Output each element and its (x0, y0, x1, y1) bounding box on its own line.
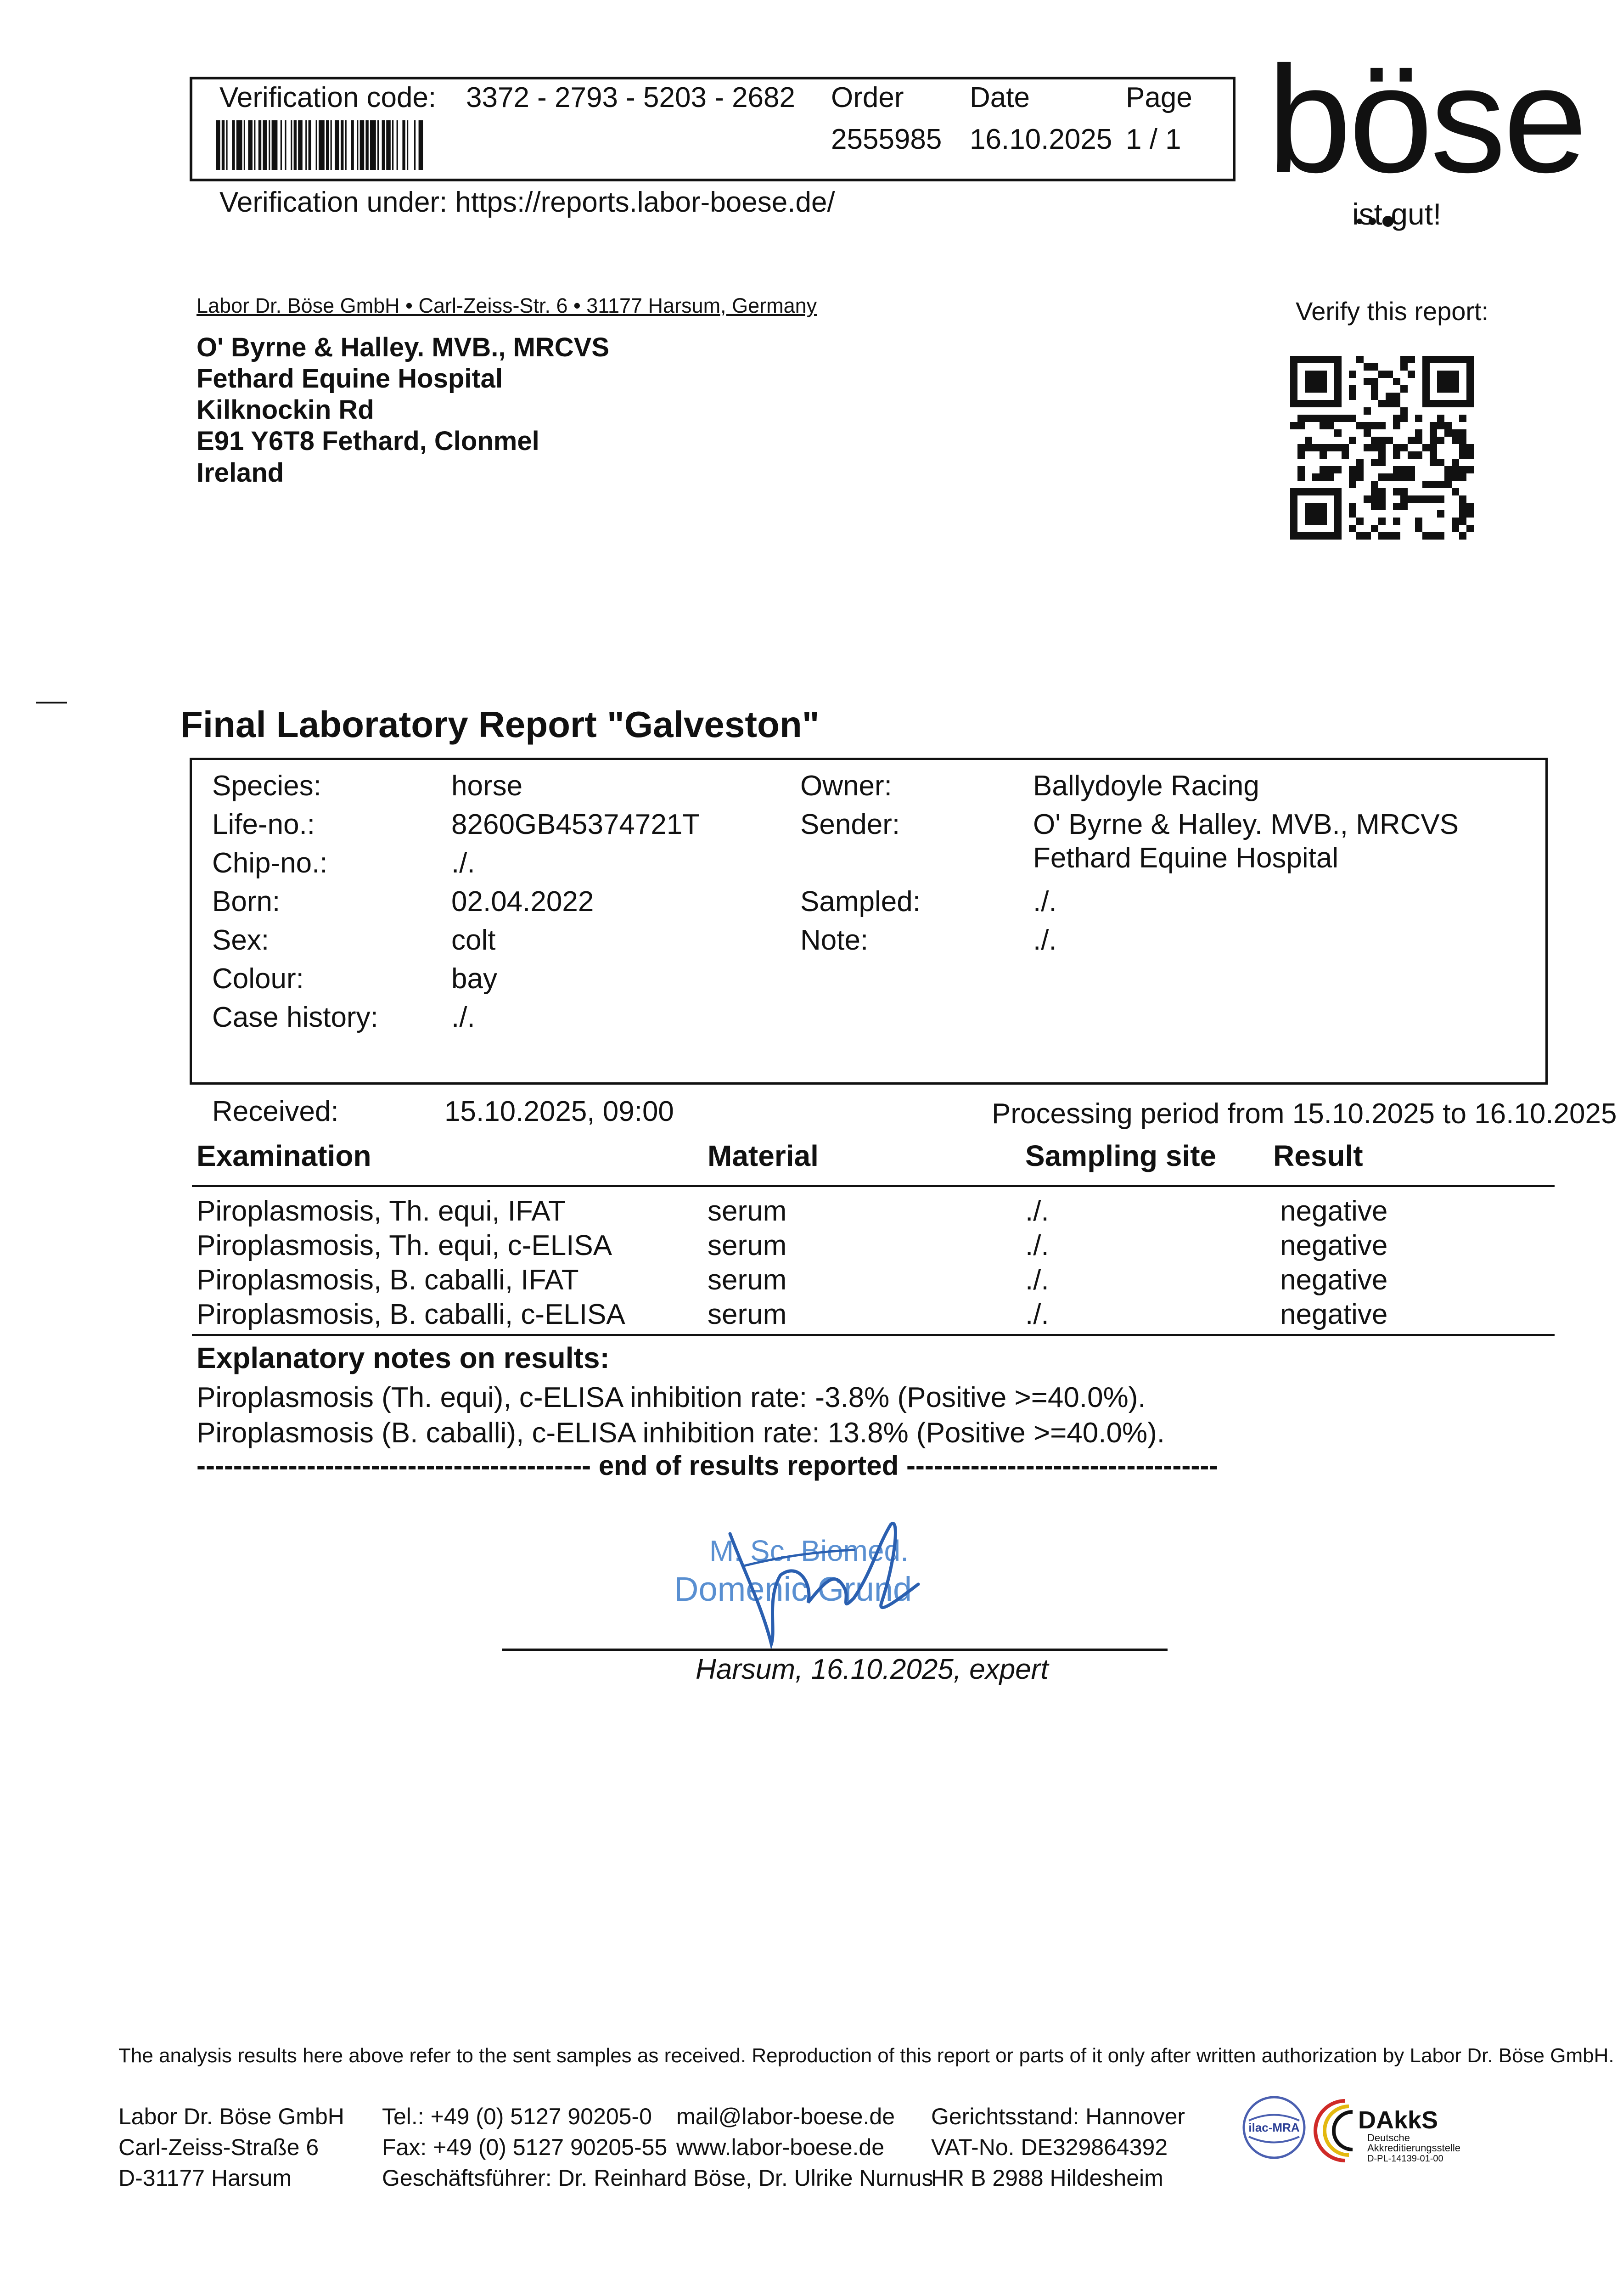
verify-report-label: Verify this report: (1296, 297, 1489, 326)
footer-phone: Tel.: +49 (0) 5127 90205-0 (382, 2104, 652, 2129)
table-cell-material: serum (708, 1264, 787, 1296)
colour-label: Colour: (212, 963, 304, 995)
table-cell-examination: Piroplasmosis, B. caballi, IFAT (197, 1264, 579, 1296)
note-value: ./. (1033, 924, 1057, 956)
date-value: 16.10.2025 (970, 124, 1112, 155)
recipient-line: Kilknockin Rd (197, 395, 374, 425)
col-header-material: Material (708, 1139, 819, 1172)
footer-email-link[interactable]: mail@labor-boese.de (676, 2104, 895, 2129)
note-label: Note: (800, 924, 869, 956)
page-value: 1 / 1 (1126, 124, 1181, 155)
table-cell-material: serum (708, 1230, 787, 1261)
sampled-label: Sampled: (800, 886, 921, 917)
case-history-value: ./. (451, 1002, 475, 1033)
case-history-label: Case history: (212, 1002, 378, 1033)
recipient-line: Fethard Equine Hospital (197, 364, 503, 394)
footer-register: HR B 2988 Hildesheim (931, 2165, 1163, 2191)
born-value: 02.04.2022 (451, 886, 594, 917)
fold-mark (36, 702, 67, 703)
life-no-label: Life-no.: (212, 809, 315, 840)
handwritten-signature (661, 1506, 992, 1653)
received-label: Received: (212, 1096, 339, 1127)
signature-stamp-name: Domenic Grund (674, 1570, 912, 1608)
ilac-mra-text: ilac-MRA (1248, 2121, 1300, 2134)
sender-value-line2: Fethard Equine Hospital (1033, 842, 1339, 874)
sender-return-address: Labor Dr. Böse GmbH • Carl-Zeiss-Str. 6 • 31177 Harsum, Germany (197, 294, 817, 317)
recipient-line: Ireland (197, 458, 284, 488)
signature-caption: Harsum, 16.10.2025, expert (696, 1654, 1049, 1685)
colour-value: bay (451, 963, 497, 995)
table-cell-material: serum (708, 1299, 787, 1330)
table-cell-material: serum (708, 1195, 787, 1227)
chip-no-label: Chip-no.: (212, 847, 328, 879)
received-value: 15.10.2025, 09:00 (444, 1096, 674, 1127)
footer-directors: Geschäftsführer: Dr. Reinhard Böse, Dr. Ulrike Nurnus (382, 2165, 933, 2191)
footer-fax: Fax: +49 (0) 5127 90205-55 (382, 2134, 668, 2160)
verification-url: Verification under: https://reports.labor-boese.de/ (219, 186, 835, 218)
table-cell-examination: Piroplasmosis, Th. equi, IFAT (197, 1195, 566, 1227)
table-header-rule (192, 1185, 1555, 1187)
signature-stamp-title: M. Sc. Biomed. (709, 1534, 909, 1567)
footer-disclaimer: The analysis results here above refer to the sent samples as received. Reproduction of this report or parts of it only after written authorization by Labor Dr. Böse GmbH. (118, 2044, 1614, 2067)
chip-no-value: ./. (451, 847, 475, 879)
footer-court: Gerichtsstand: Hannover (931, 2104, 1185, 2129)
explanatory-note-line: Piroplasmosis (Th. equi), c-ELISA inhibition rate: -3.8% (Positive >=40.0%). (197, 1382, 1146, 1413)
qr-code-image[interactable] (1290, 356, 1474, 540)
table-cell-result: negative (1280, 1264, 1388, 1296)
report-title: Final Laboratory Report "Galveston" (180, 704, 820, 745)
recipient-line: O' Byrne & Halley. MVB., MRCVS (197, 332, 610, 362)
sampled-value: ./. (1033, 886, 1057, 917)
born-label: Born: (212, 886, 281, 917)
species-label: Species: (212, 770, 321, 802)
species-value: horse (451, 770, 523, 802)
table-footer-rule (192, 1334, 1555, 1336)
sex-label: Sex: (212, 924, 270, 956)
order-label: Order (831, 82, 904, 113)
dakks-subtext-3: D-PL-14139-01-00 (1367, 2154, 1443, 2164)
footer-website-link[interactable]: www.labor-boese.de (676, 2134, 885, 2160)
date-label: Date (970, 82, 1030, 113)
table-cell-sampling-site: ./. (1025, 1299, 1049, 1330)
verification-code-label: Verification code: (219, 82, 437, 113)
page-label: Page (1126, 82, 1192, 113)
table-cell-result: negative (1280, 1195, 1388, 1227)
barcode-image (216, 120, 553, 170)
processing-period: Processing period from 15.10.2025 to 16.10.2025 (992, 1098, 1617, 1130)
sex-value: colt (451, 924, 496, 956)
owner-label: Owner: (800, 770, 892, 802)
dakks-subtext-1: Deutsche (1367, 2132, 1410, 2144)
explanatory-note-line: Piroplasmosis (B. caballi), c-ELISA inhibition rate: 13.8% (Positive >=40.0%). (197, 1417, 1165, 1449)
life-no-value: 8260GB45374721T (451, 809, 700, 840)
owner-value: Ballydoyle Racing (1033, 770, 1259, 802)
end-of-results-line: ------------------------------------------- end of results reported ---------------------------------- (197, 1450, 1219, 1481)
signature-rule (502, 1649, 1168, 1651)
boese-logo-word: böse (1267, 34, 1585, 204)
col-header-examination: Examination (197, 1139, 371, 1172)
table-cell-sampling-site: ./. (1025, 1264, 1049, 1296)
order-value: 2555985 (831, 124, 942, 155)
logo-tagline: ist gut! (1352, 197, 1442, 231)
col-header-sampling-site: Sampling site (1025, 1139, 1217, 1172)
verification-code: 3372 - 2793 - 5203 - 2682 (466, 82, 795, 113)
dakks-logo-icon (1313, 2092, 1469, 2170)
footer-vat: VAT-No. DE329864392 (931, 2134, 1168, 2160)
patient-info-box (190, 758, 1548, 1085)
footer-street: Carl-Zeiss-Straße 6 (118, 2134, 319, 2160)
table-cell-examination: Piroplasmosis, Th. equi, c-ELISA (197, 1230, 612, 1261)
table-cell-result: negative (1280, 1299, 1388, 1330)
table-cell-examination: Piroplasmosis, B. caballi, c-ELISA (197, 1299, 625, 1330)
col-header-result: Result (1273, 1139, 1363, 1172)
sender-label: Sender: (800, 809, 900, 840)
footer-city: D-31177 Harsum (118, 2165, 292, 2191)
recipient-line: E91 Y6T8 Fethard, Clonmel (197, 426, 539, 456)
sender-value: O' Byrne & Halley. MVB., MRCVS (1033, 809, 1459, 840)
table-cell-sampling-site: ./. (1025, 1195, 1049, 1227)
ilac-mra-logo-icon (1240, 2093, 1309, 2162)
explanatory-notes-heading: Explanatory notes on results: (197, 1341, 610, 1374)
table-cell-sampling-site: ./. (1025, 1230, 1049, 1261)
dakks-subtext-2: Akkreditierungsstelle (1367, 2142, 1460, 2154)
dakks-text: DAkkS (1358, 2106, 1438, 2134)
table-cell-result: negative (1280, 1230, 1388, 1261)
footer-company: Labor Dr. Böse GmbH (118, 2104, 344, 2129)
